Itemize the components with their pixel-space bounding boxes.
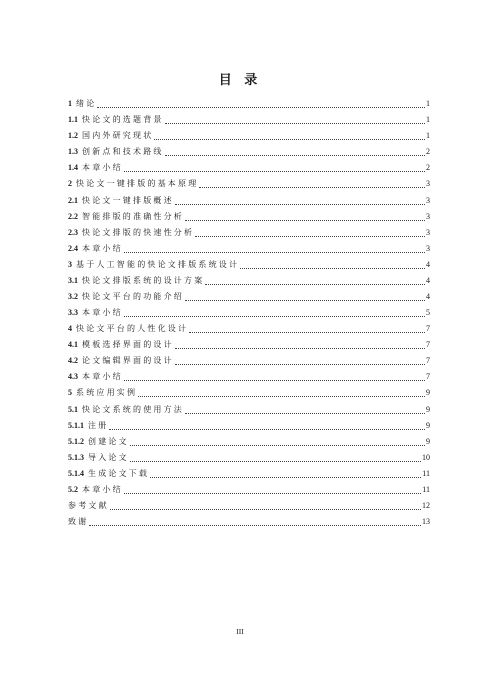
- toc-entry: [68, 176, 430, 192]
- toc-dot-leader: [124, 380, 425, 381]
- toc-entry-title: 快论文平台的功能介绍: [82, 292, 184, 302]
- toc-entry-title: 生成论文下载: [88, 468, 150, 478]
- toc-entry-page: 11: [422, 484, 430, 494]
- toc-entry-number: 4.3: [68, 372, 78, 382]
- toc-dot-leader: [195, 236, 425, 237]
- toc-entry-title: 快论文的选题背景: [82, 115, 164, 125]
- toc-entry-number: 1.4: [68, 163, 78, 173]
- toc-entry-title: 致谢: [68, 517, 89, 527]
- toc-entry: [68, 418, 430, 434]
- toc-entry-page: 10: [422, 452, 430, 462]
- toc-entry-page: 3: [426, 227, 430, 237]
- toc-dot-leader: [109, 429, 425, 430]
- toc-entry-number: 2.4: [68, 243, 78, 253]
- toc-dot-leader: [185, 220, 425, 221]
- toc-entry-number: 5.1.3: [68, 452, 84, 462]
- toc-entry: [68, 96, 430, 112]
- toc-entry-number: 1.1: [68, 115, 78, 125]
- toc-entry: [68, 369, 430, 385]
- toc-entry: [68, 434, 430, 450]
- toc-dot-leader: [165, 123, 425, 124]
- toc-entry-title: 创新点和技术路线: [82, 147, 164, 157]
- toc-dot-leader: [130, 461, 421, 462]
- toc-entry: [68, 498, 430, 514]
- toc-dot-leader: [185, 413, 425, 414]
- toc-entry-title: 快论文一键排版的基本原理: [76, 179, 199, 189]
- toc-entry-page: 9: [426, 404, 430, 414]
- toc-dot-leader: [175, 348, 425, 349]
- toc-entry-page: 9: [426, 388, 430, 398]
- toc-entry: [68, 482, 430, 498]
- toc-entry-title: 导入论文: [88, 452, 129, 462]
- toc-entry-title: 快论文排版的快速性分析: [82, 227, 195, 237]
- toc-entry-title: 论文编辑界面的设计: [82, 356, 174, 366]
- toc-entry-title: 绪论: [76, 99, 97, 109]
- toc-entry-page: 4: [426, 292, 430, 302]
- toc-dot-leader: [124, 316, 425, 317]
- toc-dot-leader: [185, 300, 425, 301]
- toc-dot-leader: [124, 252, 425, 253]
- table-of-contents: [68, 96, 430, 530]
- toc-entry: [68, 514, 430, 530]
- toc-dot-leader: [124, 171, 425, 172]
- toc-entry: [68, 450, 430, 466]
- toc-entry: [68, 401, 430, 417]
- toc-entry-number: 2: [68, 179, 72, 189]
- toc-entry: [68, 192, 430, 208]
- toc-entry-page: 9: [426, 420, 430, 430]
- toc-entry-page: 12: [422, 501, 430, 511]
- toc-entry-page: 7: [426, 356, 430, 366]
- toc-dot-leader: [175, 364, 425, 365]
- toc-dot-leader: [154, 139, 425, 140]
- toc-entry: [68, 321, 430, 337]
- toc-entry-number: 5.1.2: [68, 436, 84, 446]
- toc-entry-title: 快论文排版系统的设计方案: [82, 275, 205, 285]
- toc-dot-leader: [205, 284, 425, 285]
- toc-entry: [68, 273, 430, 289]
- toc-entry-title: 模板选择界面的设计: [82, 340, 174, 350]
- toc-entry-page: 1: [426, 99, 430, 109]
- toc-entry-page: 5: [426, 308, 430, 318]
- toc-entry: [68, 225, 430, 241]
- toc-entry-title: 本章小结: [82, 484, 123, 494]
- toc-entry: [68, 353, 430, 369]
- toc-entry-title: 本章小结: [82, 243, 123, 253]
- toc-entry-page: 2: [426, 147, 430, 157]
- toc-dot-leader: [124, 493, 421, 494]
- toc-entry-number: 4.1: [68, 340, 78, 350]
- toc-entry: [68, 241, 430, 257]
- toc-entry-page: 13: [422, 517, 430, 527]
- toc-dot-leader: [110, 509, 421, 510]
- toc-entry-number: 4: [68, 324, 72, 334]
- toc-entry: [68, 466, 430, 482]
- toc-entry-title: 参考文献: [68, 501, 109, 511]
- toc-entry-title: 国内外研究现状: [82, 131, 154, 141]
- toc-dot-leader: [130, 445, 425, 446]
- toc-entry: [68, 144, 430, 160]
- toc-dot-leader: [89, 525, 421, 526]
- toc-entry-number: 1.3: [68, 147, 78, 157]
- toc-entry: [68, 289, 430, 305]
- toc-entry-number: 1.2: [68, 131, 78, 141]
- toc-entry-page: 7: [426, 324, 430, 334]
- toc-entry-page: 7: [426, 372, 430, 382]
- toc-entry: [68, 305, 430, 321]
- toc-entry: [68, 128, 430, 144]
- toc-entry-page: 2: [426, 163, 430, 173]
- toc-entry-number: 3.1: [68, 275, 78, 285]
- page-title: 目 录: [218, 73, 262, 88]
- toc-entry-number: 4.2: [68, 356, 78, 366]
- toc-entry-page: 9: [426, 436, 430, 446]
- toc-entry-number: 1: [68, 99, 72, 109]
- toc-entry-number: 3.3: [68, 308, 78, 318]
- toc-entry-number: 5.1.4: [68, 468, 84, 478]
- toc-entry-page: 3: [426, 195, 430, 205]
- toc-entry-page: 3: [426, 211, 430, 221]
- toc-entry-page: 4: [426, 259, 430, 269]
- toc-entry-number: 5.2: [68, 484, 78, 494]
- toc-entry: [68, 257, 430, 273]
- toc-entry-number: 2.3: [68, 227, 78, 237]
- toc-entry: [68, 337, 430, 353]
- toc-entry-page: 3: [426, 243, 430, 253]
- toc-entry-number: 3: [68, 259, 72, 269]
- toc-dot-leader: [138, 396, 425, 397]
- toc-entry-number: 5.1.1: [68, 420, 84, 430]
- toc-entry-title: 基于人工智能的快论文排版系统设计: [76, 259, 240, 269]
- toc-dot-leader: [150, 477, 421, 478]
- toc-entry-title: 本章小结: [82, 308, 123, 318]
- toc-dot-leader: [165, 155, 425, 156]
- toc-dot-leader: [189, 332, 425, 333]
- toc-entry-title: 本章小结: [82, 372, 123, 382]
- toc-entry-number: 5.1: [68, 404, 78, 414]
- toc-dot-leader: [175, 204, 425, 205]
- page-number: III: [236, 627, 244, 636]
- toc-dot-leader: [240, 268, 425, 269]
- toc-entry-page: 4: [426, 275, 430, 285]
- toc-entry-page: 11: [422, 468, 430, 478]
- toc-entry-page: 1: [426, 131, 430, 141]
- toc-entry-number: 2.2: [68, 211, 78, 221]
- toc-entry-title: 快论文系统的使用方法: [82, 404, 184, 414]
- toc-entry-number: 3.2: [68, 292, 78, 302]
- toc-entry-title: 本章小结: [82, 163, 123, 173]
- toc-entry: [68, 385, 430, 401]
- toc-entry-number: 2.1: [68, 195, 78, 205]
- toc-dot-leader: [97, 107, 425, 108]
- toc-entry-title: 智能排版的准确性分析: [82, 211, 184, 221]
- toc-entry-number: 5: [68, 388, 72, 398]
- toc-entry: [68, 112, 430, 128]
- toc-entry-title: 注册: [88, 420, 109, 430]
- toc-entry-page: 3: [426, 179, 430, 189]
- toc-entry-title: 快论文平台的人性化设计: [76, 324, 189, 334]
- toc-entry-title: 快论文一键排版概述: [82, 195, 174, 205]
- toc-entry: [68, 209, 430, 225]
- toc-entry-page: 1: [426, 115, 430, 125]
- toc-entry-title: 系统应用实例: [76, 388, 138, 398]
- toc-dot-leader: [199, 187, 425, 188]
- toc-entry: [68, 160, 430, 176]
- toc-entry-title: 创建论文: [88, 436, 129, 446]
- toc-entry-page: 7: [426, 340, 430, 350]
